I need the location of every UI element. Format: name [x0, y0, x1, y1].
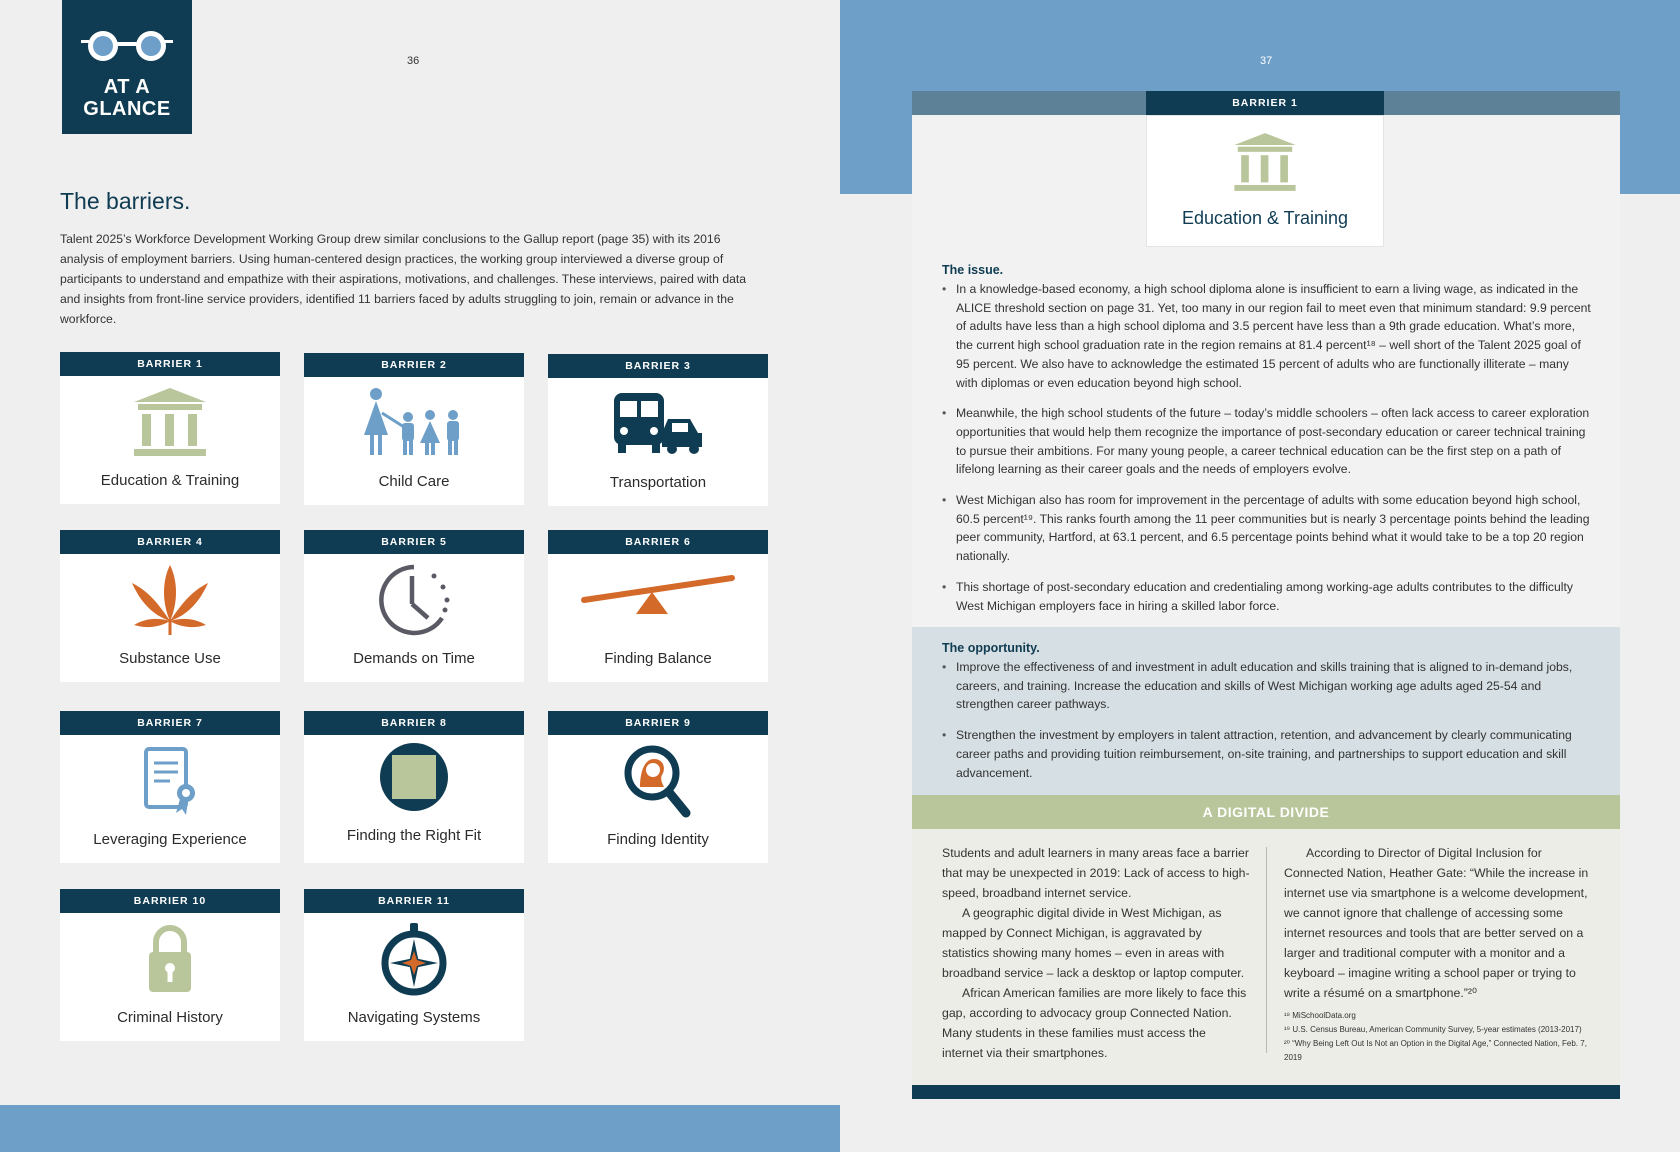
barrier-label: Transportation: [609, 474, 707, 491]
footnotes: [1284, 1009, 1604, 1065]
barrier-tag: BARRIER 2: [304, 353, 524, 377]
issue-bullet-list: [942, 280, 1592, 627]
barrier-label: Demands on Time: [353, 650, 475, 667]
bus-car-icon: [610, 389, 706, 459]
barrier-card-8: [304, 711, 524, 863]
glasses-icon: [81, 28, 173, 64]
right-page: [840, 0, 1680, 1152]
barrier-card-10: [60, 889, 280, 1041]
footnote: ²⁰ “Why Being Left Out Is Not an Option in the Digital Age,” Connected Nation, Feb. 7, 2019: [1284, 1039, 1587, 1062]
barrier-tag: BARRIER 5: [304, 530, 524, 554]
family-icon: [358, 387, 470, 459]
barrier-card-11: [304, 889, 524, 1041]
barrier-label: Finding the Right Fit: [346, 827, 482, 844]
compass-icon: [379, 921, 449, 997]
footnote: ¹⁹ U.S. Census Bureau, American Community Survey, 5-year estimates (2013-2017): [1284, 1025, 1582, 1034]
opportunity-bullet-list: [942, 658, 1592, 794]
barrier-card-7: [60, 711, 280, 863]
opportunity-bullet: • Strengthen the investment by employers in talent attraction, retention, and advancement by clearly communicating career paths and providing tuition reimbursement, on-site training, and partnerships to support education and skill advancement.: [942, 726, 1592, 782]
issue-heading: The issue.: [942, 263, 1004, 277]
left-footer-bar: [0, 1105, 840, 1152]
barrier-tag: BARRIER 10: [60, 889, 280, 913]
barrier-label: Finding Identity: [607, 831, 709, 848]
badge-line-2: GLANCE: [83, 98, 171, 120]
barrier-tag: BARRIER 6: [548, 530, 768, 554]
barrier-tag: BARRIER 7: [60, 711, 280, 735]
barrier-tag: BARRIER 1: [1146, 91, 1384, 115]
issue-bullet: • This shortage of post-secondary education and credentialing among working-age adults contributes to the difficulty West Michigan employers face in hiring a skilled labor force.: [942, 578, 1592, 615]
barrier-label: Navigating Systems: [347, 1009, 481, 1026]
digital-divide-column-2: [1284, 843, 1596, 1003]
certificate-icon: [140, 745, 200, 817]
opportunity-bullet: • Improve the effectiveness of and investment in adult education and skills training that is aligned to in-demand jobs, careers, and training. Increase the education and skills of West Michigan working age adults aged 25-54 and strengthen career pathways.: [942, 658, 1592, 714]
footnote: ¹⁸ MiSchoolData.org: [1284, 1011, 1356, 1020]
digital-divide-heading: A DIGITAL DIVIDE: [912, 795, 1620, 829]
barrier-detail-panel: [912, 91, 1620, 1099]
page-title: The barriers.: [60, 188, 191, 214]
barrier-tag: BARRIER 11: [304, 889, 524, 913]
at-a-glance-badge: [62, 0, 192, 134]
education-training-card: [1146, 115, 1384, 247]
page-number-right: 37: [1260, 55, 1273, 67]
padlock-icon: [145, 924, 195, 994]
digital-divide-paragraph: A geographic digital divide in West Michigan, as mapped by Connect Michigan, is aggravated by statistics showing many homes – even in areas with broadband service – lack a desktop or laptop computer.: [942, 906, 1245, 980]
barrier-tag: BARRIER 3: [548, 354, 768, 378]
square-in-circle-icon: [378, 741, 450, 813]
barrier-tag: BARRIER 4: [60, 530, 280, 554]
barrier-tag: BARRIER 1: [60, 352, 280, 376]
barrier-card-4: [60, 530, 280, 682]
issue-bullet: • West Michigan also has room for improvement in the percentage of adults with some education beyond high school, 60.5 percent¹⁹. This ranks fourth among the 11 peer communities but is nearly 3 percentage points behind the leading peer community, Hartford, at 63.1 percent, and 6.5 percentage points behind what it would take to be a top 20 region nationally.: [942, 491, 1592, 566]
issue-bullet: • Meanwhile, the high school students of the future – today’s middle schoolers – often lack access to career exploration opportunities that would help them recognize the importance of post-secondary education or career technical training to pursue their ambitions. For many young people, a career technical education can be the first step on a path of lifelong learning as their career goals and the needs of employers evolve.: [942, 404, 1592, 479]
opportunity-heading: The opportunity.: [942, 641, 1040, 655]
digital-divide-quote: According to Director of Digital Inclusion for Connected Nation, Heather Gate: “While the increase in internet use via smartphone is a welcome development, we cannot ignore that challenge of accessing some internet resources and tools that are better served on a larger and traditional computer with a monitor and a keyboard – imagine writing a school paper or trying to write a résumé on a smartphone.”²⁰: [1284, 846, 1589, 1000]
clock-icon: [376, 562, 452, 638]
building-icon: [1231, 130, 1299, 194]
barrier-label: Substance Use: [119, 650, 221, 667]
barrier-label: Education & Training: [100, 472, 240, 489]
barrier-label: Child Care: [378, 473, 450, 490]
badge-line-1: AT A: [103, 76, 151, 98]
barrier-tag: BARRIER 8: [304, 711, 524, 735]
page-number-left: 36: [407, 55, 420, 67]
digital-divide-paragraph: Students and adult learners in many areas face a barrier that may be unexpected in 2019: Lack of access to high-speed, broadband internet service.: [942, 846, 1250, 900]
barrier-title: Education & Training: [1181, 208, 1349, 228]
barrier-card-1: [60, 352, 280, 504]
barrier-card-5: [304, 530, 524, 682]
digital-divide-section: [912, 829, 1620, 1085]
barrier-card-6: [548, 530, 768, 682]
barrier-tag: BARRIER 9: [548, 711, 768, 735]
seesaw-icon: [578, 570, 738, 630]
barrier-label: Leveraging Experience: [93, 831, 247, 848]
panel-bottom-bar: [912, 1085, 1620, 1099]
building-icon: [130, 386, 210, 458]
intro-paragraph: Talent 2025’s Workforce Development Working Group drew similar conclusions to the Gallup report (page 35) with its 2016 analysis of employment barriers. Using human-centered design practices, the working group interviewed a diverse group of participants to understand and empathize with their aspirations, motivations, and challenges. These interviews, paired with data and insights from front-line service providers, identified 11 barriers faced by adults struggling to join, remain or advance in the workforce.: [60, 232, 747, 326]
barrier-card-9: [548, 711, 768, 863]
leaf-icon: [130, 563, 210, 637]
magnifier-person-icon: [622, 743, 694, 819]
barrier-card-2: [304, 353, 524, 505]
barrier-card-3: [548, 354, 768, 506]
digital-divide-column-1: [942, 843, 1250, 1063]
barrier-label: Finding Balance: [604, 650, 712, 667]
column-divider: [1266, 847, 1267, 1053]
barrier-label: Criminal History: [117, 1009, 223, 1026]
issue-bullet: • In a knowledge-based economy, a high school diploma alone is insufficient to earn a living wage, as indicated in the ALICE threshold section on page 31. Yet, too many in our region fail to meet even that minimum standard: 9.9 percent of adults have less than a high school diploma and 3.5 percent have less than a 9th grade education. What’s more, the current high school graduation rate in the region remains at 81.4 percent¹⁸ – well short of the Talent 2025 goal of 95 percent. We also have to acknowledge the estimated 15 percent of adults who are functionally illiterate – many with diplomas or even education beyond high school.: [942, 280, 1592, 392]
digital-divide-paragraph: African American families are more likely to face this gap, according to advocacy group Connected Nation. Many students in these families must access the internet via their smartphones.: [942, 986, 1247, 1060]
